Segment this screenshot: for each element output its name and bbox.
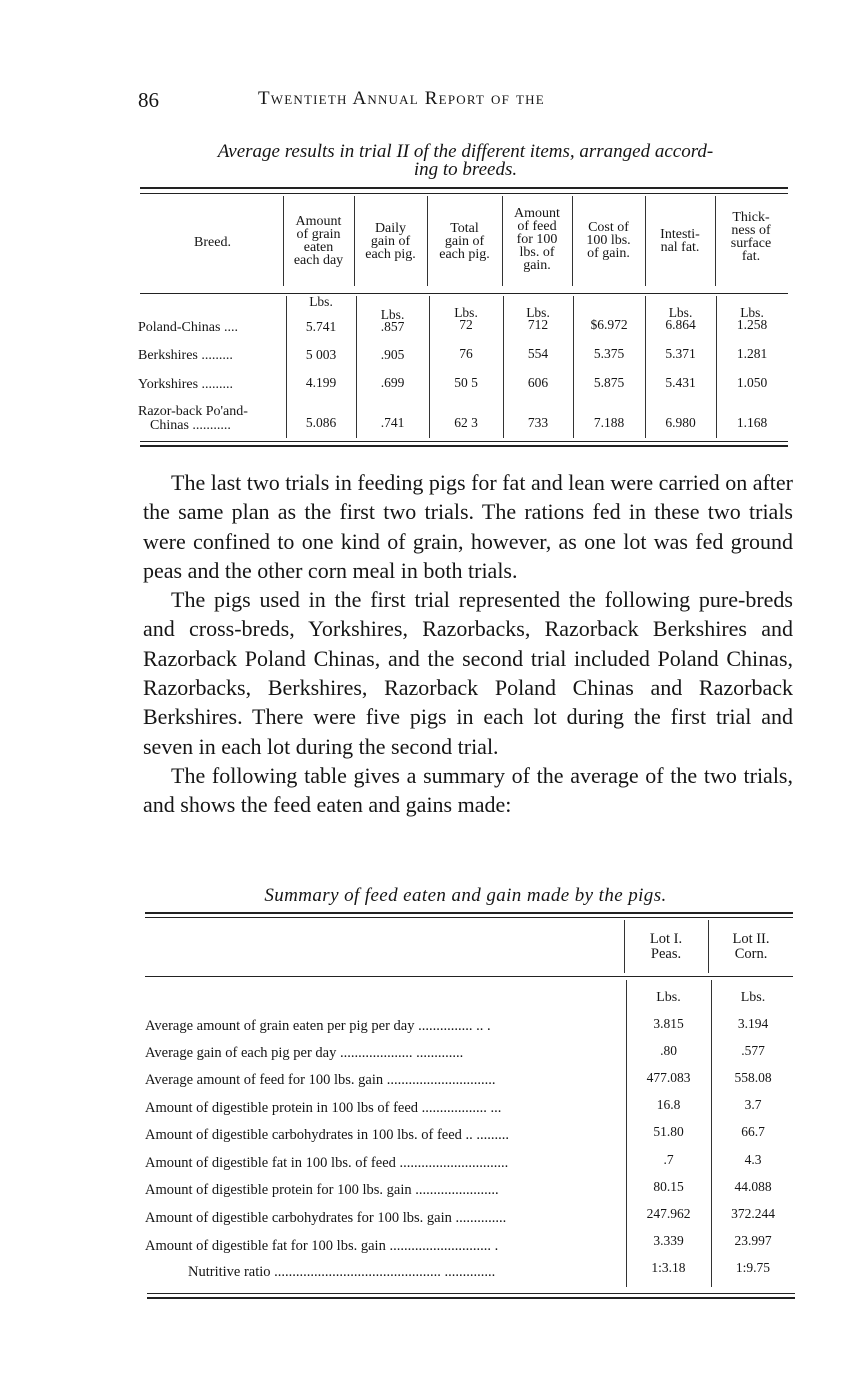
t1-value: .857 [380,319,405,334]
t2-row-label: Amount of digestible protein in 100 lbs of feed .................. ... [145,1100,502,1116]
t1-value: .905 [380,347,405,362]
t1-unit: Lbs. [526,305,550,320]
t2-value: 51.80 [653,1124,684,1139]
t2-value: 3.339 [653,1233,684,1248]
t1-value: 5.875 [593,375,625,390]
page-number: 86 [138,88,159,112]
t1-value: 5.086 [305,415,337,430]
t1-breed-cell: Berkshires ......... [138,348,233,363]
t2-row-label: Average amount of grain eaten per pig per day ............... .. . [145,1018,491,1034]
table2-top-rule [145,912,793,914]
t2-row-label: Amount of digestible protein for 100 lbs. gain ....................... [145,1182,499,1198]
t1-value: .699 [380,375,405,390]
t1-value: 50 5 [454,375,478,390]
t1-breed-cell-line2: Chinas ........... [150,418,231,433]
t2-row-label: Average amount of feed for 100 lbs. gain .............................. [145,1072,496,1088]
t2-row-label: Amount of digestible fat for 100 lbs. gain ............................ . [145,1238,499,1254]
t1-value: 62 3 [454,415,478,430]
t2-header-lot1: Lot I. Peas. [649,931,683,962]
t2-value: 16.8 [656,1097,681,1112]
t1-value: 1.050 [736,375,768,390]
t1-unit: Lbs. [309,294,333,309]
t2-row-label: Amount of digestible carbohydrates in 100 lbs. of feed .. ......... [145,1127,510,1143]
t1-value: 5.375 [593,346,625,361]
t2-value: 3.194 [737,1016,769,1031]
t2-value: 44.088 [734,1179,772,1194]
t1-header-total-gain: Total gain of each pig. [439,221,490,262]
t2-row-label: Nutritive ratio .............................................. .............. [188,1264,496,1280]
t1-value: 606 [527,375,549,390]
t2-unit: Lbs. [656,990,681,1005]
t1-value: 5.371 [665,346,696,361]
running-title: Twentieth Annual Report of the [258,88,545,109]
t2-value: 4.3 [744,1152,762,1167]
t1-header-cost: Cost of 100 lbs. of gain. [586,220,631,261]
t2-value: .7 [663,1152,674,1167]
table2-bottom-rule-inner [147,1293,795,1294]
table1-caption-line2: ing to breeds. [413,159,518,180]
t1-value: 72 [459,317,473,332]
t1-value: 1.168 [736,415,768,430]
table1-top-rule-inner [140,193,788,194]
t2-value: 23.997 [734,1233,772,1248]
t1-header-thickness: Thick- ness of surface fat. [730,210,772,264]
t1-value: 5.741 [305,319,337,334]
t2-value: 80.15 [653,1179,684,1194]
t2-value: .577 [741,1043,765,1058]
paragraph: The last two trials in feeding pigs for fat and lean were carried on after the same plan as the first two trials. The rations fed in these two trials were confined to one kind of grain, however, as one lot was fed ground peas and the other corn meal in both trials. [143,470,793,583]
paragraph: The following table gives a summary of the average of the two trials, and shows the feed eaten and gains made: [143,762,793,818]
table1-bottom-rule [140,445,788,447]
t2-value: .80 [660,1043,677,1058]
table2-bottom-rule [147,1297,795,1299]
t2-value: 66.7 [741,1124,765,1139]
t1-value: 5.431 [665,375,696,390]
t2-value: 3.815 [653,1016,684,1031]
table2-caption: Summary of feed eaten and gain made by the pigs. [264,885,667,906]
t1-header-breed: Breed. [194,235,231,250]
t1-unit: Lbs. [668,305,693,320]
t1-unit: Lbs. [380,307,405,322]
t1-breed-cell: Razor-back Po'and- [138,404,248,419]
paragraph: The pigs used in the first trial represented the following pure-breds and cross-breds, Yorkshires, Razorbacks, Razorback Berkshires and Razorback Poland Chinas, and the second trial included Poland Chinas, Razorbacks, Berkshires, Razorback Poland Chinas and Razorback Berkshires. There were five pigs in each lot during the first trial and seven in each lot during the second trial. [143,587,793,759]
table1-top-rule [140,187,788,189]
t1-value: 712 [527,317,549,332]
t2-value: 558.08 [734,1070,772,1085]
t1-value: 733 [527,415,549,430]
t1-value: 6.864 [665,317,696,332]
t1-value: 554 [527,346,549,361]
table2-header-rule [145,976,793,977]
t1-breed-cell: Yorkshires ......... [138,377,234,392]
table1-header-rule [140,293,788,294]
t1-header-intestinal: Intesti- nal fat. [660,227,700,255]
t1-value: .741 [380,415,405,430]
t1-header-amount-grain: Amount of grain eaten each day [293,214,344,268]
t2-row-label: Amount of digestible fat in 100 lbs. of feed .............................. [145,1155,509,1171]
t1-unit: Lbs. [740,305,764,320]
t1-value: 1.258 [736,317,768,332]
t1-header-daily-gain: Daily gain of each pig. [365,221,416,262]
t2-value: 1:9.75 [735,1260,771,1275]
body-text [143,468,793,820]
t1-header-amount-feed: Amount of feed for 100 lbs. of gain. [514,206,560,273]
table1-bottom-rule-inner [140,441,788,442]
t1-breed-cell: Poland-Chinas .... [138,320,238,335]
t1-value: 76 [459,346,473,361]
t1-unit: Lbs. [454,305,478,320]
t2-row-label: Amount of digestible carbohydrates for 100 lbs. gain .............. [145,1210,507,1226]
t1-value: 1.281 [736,346,768,361]
t2-header-lot2: Lot II. Corn. [732,931,770,962]
t1-value: $6.972 [590,317,628,332]
table1-caption-line1: Average results in trial II of the different items, arranged accord- [217,141,714,162]
t2-value: 477.083 [646,1070,691,1085]
t2-value: 247.962 [646,1206,691,1221]
t2-value: 1:3.18 [651,1260,686,1275]
t1-value: 5 003 [305,347,337,362]
t2-unit: Lbs. [740,990,766,1005]
t2-value: 372.244 [731,1206,775,1221]
t2-row-label: Average gain of each pig per day .................... ............. [145,1045,464,1061]
t1-value: 7.188 [593,415,625,430]
table2-top-rule-inner [145,917,793,918]
t1-value: 4.199 [305,375,337,390]
t2-value: 3.7 [744,1097,762,1112]
t1-value: 6.980 [665,415,696,430]
